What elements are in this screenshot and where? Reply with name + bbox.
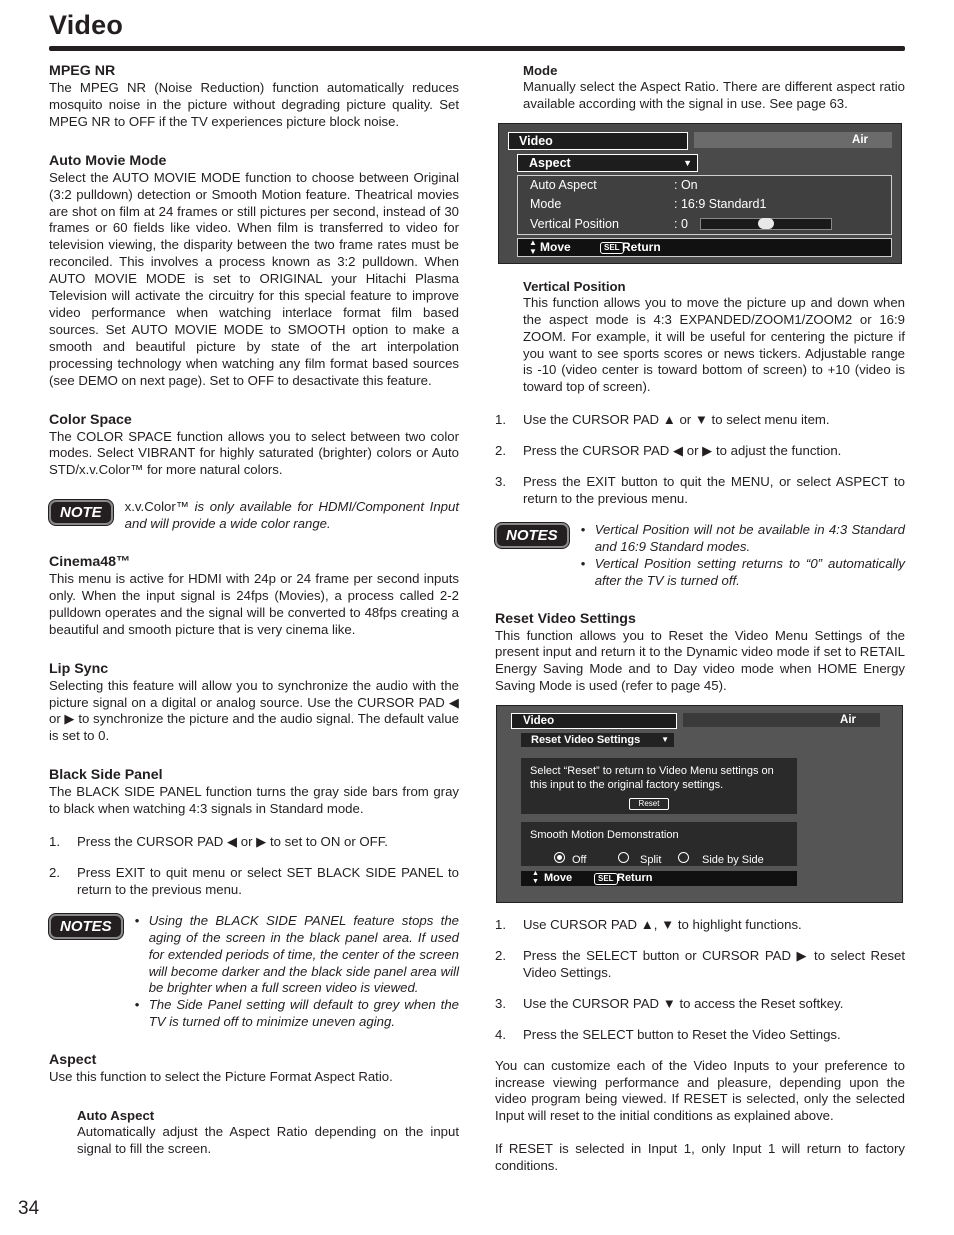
option-label: Side by Side (702, 854, 764, 867)
right-column (495, 62, 905, 1175)
aspect-menu-screen (498, 123, 902, 264)
title-rule (49, 46, 905, 51)
chevron-down-icon: ▼ (661, 735, 669, 745)
demo-panel (521, 822, 797, 866)
auto-aspect-heading: Auto Aspect (77, 1108, 155, 1124)
list-item: 1. Use the CURSOR PAD ▲ or ▼ to select menu item. (495, 412, 830, 428)
aspect-settings-panel (517, 175, 892, 235)
reset-steps (495, 917, 905, 1044)
reset-info-text: Select “Reset” to return to Video Menu settings on this input to the original factory settings. (530, 765, 774, 792)
demo-title: Smooth Motion Demonstration (530, 829, 679, 842)
setting-value: : 16:9 Standard1 (674, 196, 767, 211)
vertical-position-slider[interactable] (700, 218, 832, 230)
source-bar (683, 713, 880, 727)
mode-heading: Mode (523, 63, 558, 78)
reset-input-note: If RESET is selected in Input 1, only Input 1 will return to factory conditions. (495, 1141, 905, 1174)
mpeg-nr-heading: MPEG NR (49, 63, 116, 79)
page-number: 34 (18, 1198, 40, 1219)
vertical-steps (495, 412, 905, 508)
setting-row[interactable]: Vertical Position (530, 216, 619, 231)
black-side-steps (49, 834, 459, 899)
aspect-menu-dropdown[interactable]: Aspect ▼ (517, 154, 698, 172)
list-item: 1. Press the CURSOR PAD ◀ or ▶ to set to ON or OFF. (49, 834, 388, 850)
note-badge: NOTE (49, 500, 113, 525)
mode-text: Manually select the Aspect Ratio. There are different aspect ratio available according with the signal in use. See page 63. (523, 79, 905, 111)
vertical-position-text: This function allows you to move the picture up and down when the aspect mode is 4:3 EXPANDED/ZOOM1/ZOOM2 or 16:9 ZOOM. For example, it will be useful for centering the picture if you want to see sports scores or news tickers. Adjustable range is -10 (video center is toward bottom of screen) to +10 (video is toward top of screen). (523, 294, 905, 395)
list-item: • Using the BLACK SIDE PANEL feature stops the aging of the screen in the black panel area. If used for extended periods of time, the center of the screen will become darker and the black side panel area will be brighter when a full screen video is viewed. (135, 913, 459, 998)
aspect-heading: Aspect (49, 1052, 97, 1069)
setting-row[interactable]: Mode (530, 196, 562, 211)
radio-side-by-side[interactable] (678, 852, 689, 863)
source-bar (694, 132, 892, 148)
reset-button[interactable]: Reset (629, 798, 669, 810)
page-title: Video (49, 10, 124, 40)
left-column (49, 62, 459, 1158)
note-text: is only available for HDMI/Component Input and will provide a wide color range. (124, 499, 459, 532)
black-side-text: The BLACK SIDE PANEL function turns the gray side bars from gray to black when watching 4:3 signals in Standard mode. (49, 784, 459, 817)
notes-badge: NOTES (495, 523, 569, 548)
option-label: Off (572, 854, 587, 867)
vertical-position-heading: Vertical Position (523, 278, 626, 294)
reset-menu-dropdown[interactable]: Reset Video Settings ▼ (521, 733, 674, 747)
color-space-heading: Color Space (49, 411, 132, 428)
list-item: 4. Press the SELECT button to Reset the Video Settings. (495, 1026, 841, 1042)
vertical-notes (495, 522, 905, 590)
reset-text: This function allows you to Reset the Video Menu Settings of the present input and return it to the Dynamic video mode if set to RETAIL Energy Saving Mode and to Day video mode when HOME Energy Saving Mode is used (refer to page 45). (495, 627, 905, 694)
notes-badge: NOTES (49, 914, 123, 939)
sel-icon: SEL (594, 873, 618, 885)
setting-value: : 0 (674, 216, 688, 231)
sel-icon: SEL (600, 242, 624, 254)
screen-footer: ▲ ▼ Move SEL Return (517, 238, 892, 257)
updown-arrow-icon: ▲ ▼ (529, 237, 537, 256)
source-label: Air (840, 714, 856, 727)
list-item: • The Side Panel setting will default to grey when the TV is turned off to minimize uneven aging. (135, 997, 459, 1031)
color-space-note (49, 499, 459, 533)
reset-heading: Reset Video Settings (495, 610, 636, 627)
list-item: 2. Press the CURSOR PAD ◀ or ▶ to adjust the function. (495, 443, 842, 459)
setting-row[interactable]: Auto Aspect (530, 177, 597, 192)
setting-value: : On (674, 177, 698, 192)
source-label: Air (852, 133, 868, 146)
updown-arrow-icon: ▲ ▼ (532, 870, 539, 886)
color-space-text: The COLOR SPACE function allows you to select between two color modes. Select VIBRANT for highly saturated (brighter) colors or Auto STD/x.v.Color™ for more natural colors. (49, 428, 459, 478)
lip-sync-text: Selecting this feature will allow you to synchronize the audio with the picture signal on a digital or analog source. Use the CURSOR PAD ◀ or ▶ to synchronize the picture and the audio signal. The default value is set to 0. (49, 677, 459, 744)
reset-info-panel (521, 758, 797, 814)
lip-sync-heading: Lip Sync (49, 660, 109, 677)
auto-movie-heading: Auto Movie Mode (49, 152, 167, 169)
list-item: 3. Use the CURSOR PAD ▼ to access the Reset softkey. (495, 995, 844, 1011)
list-item: 1. Use CURSOR PAD ▲, ▼ to highlight functions. (495, 917, 802, 933)
radio-off[interactable] (554, 852, 565, 863)
screen-footer: ▲ ▼ Move SEL Return (521, 871, 797, 886)
auto-movie-text: Select the AUTO MOVIE MODE function to choose between Original (3:2 pulldown) detection or Smooth Motion feature. Theatrical movies are shot on film at 24 frames or still pictures per second, instead of 30 frames or 60 fields like video. When film is transferred to video for television viewing, the disparity between the two frame rates must be reconciled. This involves a process known as 3:2 pulldown. When AUTO MOVIE MODE is set to ORIGINAL your Hitachi Plasma Television will activate the circuitry for this special feature to improve video performance when watching interlace format film based sources. Set AUTO MOVIE MODE to SMOOTH option to make a smooth and beautiful picture by state of the art interpolation processing technology when watching any film format based sources (see DEMO on next page). Set to OFF to desactivate this feature. (49, 169, 459, 388)
aspect-text: Use this function to select the Picture Format Aspect Ratio. (49, 1069, 393, 1085)
cinema48-heading: Cinema48™ (49, 554, 131, 571)
slider-knob[interactable] (758, 218, 774, 229)
auto-aspect-text: Automatically adjust the Aspect Ratio depending on the input signal to fill the screen. (77, 1124, 459, 1156)
black-side-heading: Black Side Panel (49, 767, 163, 784)
mpeg-nr-text: The MPEG NR (Noise Reduction) function automatically reduces mosquito noise in the picture without degrading picture quality. Set MPEG NR to OFF if the TV experiences picture block noise. (49, 80, 459, 129)
customize-text: You can customize each of the Video Inputs to your preference to increase viewing performance and pleasure, depending upon the video program being viewed. If RESET is selected, only the selected Input will reset to the initial conditions as explained above. (495, 1057, 905, 1124)
radio-split[interactable] (618, 852, 629, 863)
list-item: • Vertical Position will not be available in 4:3 Standard and 16:9 Standard modes. (581, 522, 905, 556)
tab-video[interactable]: Video (508, 132, 688, 150)
chevron-down-icon: ▼ (683, 157, 692, 168)
tab-video[interactable]: Video (511, 713, 677, 729)
list-item: 2. Press EXIT to quit menu or select SET BLACK SIDE PANEL to return to the previous menu. (49, 865, 459, 897)
list-item: 2. Press the SELECT button or CURSOR PAD ▶ to select Reset Video Settings. (495, 948, 905, 980)
list-item: • Vertical Position setting returns to “0” automatically after the TV is turned off. (581, 556, 905, 590)
option-label: Split (640, 854, 662, 867)
reset-menu-screen (496, 705, 903, 903)
black-side-notes (49, 913, 459, 1031)
note-lead: x.v.Color™ (124, 499, 189, 515)
cinema48-text: This menu is active for HDMI with 24p or 24 frame per second inputs only. When the input signal is 24fps (Movies), a process called 2-2 pulldown operates and the signal will be converted to 48fps creating a beautiful and smooth picture that is very cinema like. (49, 571, 459, 637)
list-item: 3. Press the EXIT button to quit the MENU, or select ASPECT to return to the previous menu. (495, 474, 905, 506)
